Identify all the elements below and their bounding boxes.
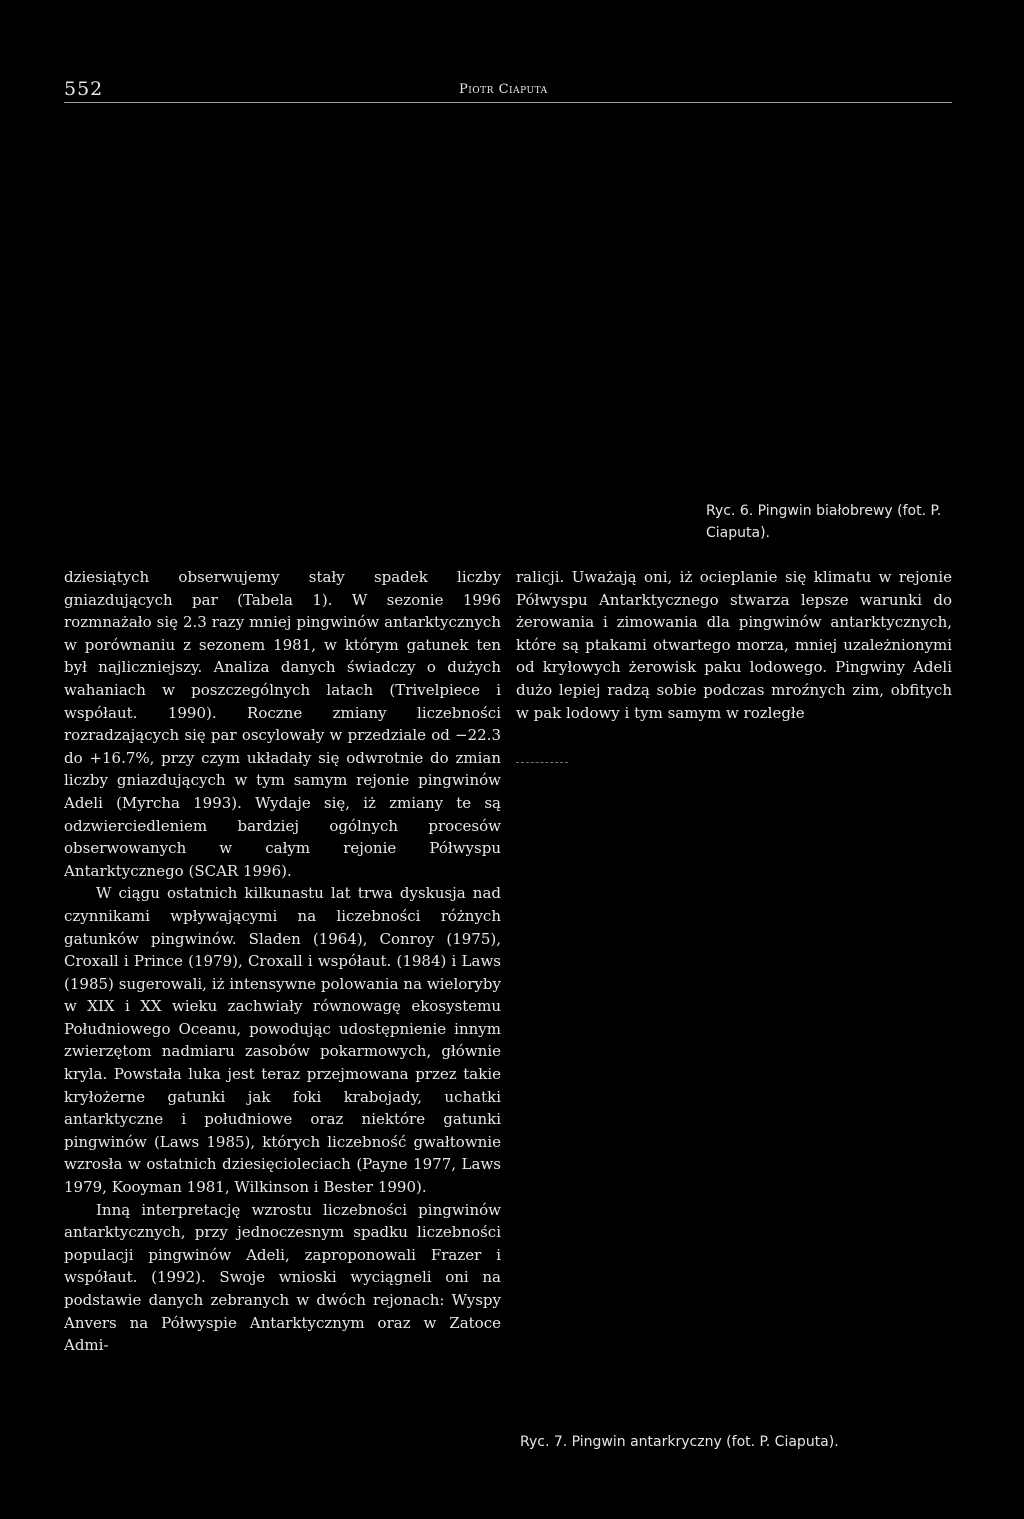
figure-6-caption: Ryc. 6. Pingwin białobrewy (fot. P. Ciaputa).: [706, 503, 942, 541]
running-head-author: Piotr Ciaputa: [459, 82, 548, 97]
page-number: 552: [64, 78, 104, 100]
left-text-column: [64, 566, 501, 1357]
header-rule: [64, 102, 952, 103]
column-end-rule: [516, 762, 568, 763]
paragraph-alternative-interpretation: Inną interpretację wzrostu liczebności pingwinów antarktycznych, przy jednoczesnym spadku liczebności populacji pingwinów Adeli, zaproponowali Frazer i współaut. (1992). Swoje wnioski wyciągneli oni na podstawie danych zebranych w dwóch rejonach: Wyspy Anvers na Półwyspie Antarktycznym oraz w Zatoce Admi-: [64, 1200, 501, 1355]
paragraph-climate-warming: ralicji. Uważają oni, iż ocieplanie się klimatu w rejonie Półwyspu Antarktycznego stwarza lepsze warunki do żerowania i zimowania dla pingwinów antarktycznych, które są ptakami otwartego morza, mniej uzależnionymi od kryłowych żerowisk paku lodowego. Pingwiny Adeli dużo lepiej radzą sobie podczas mroźnych zim, obfitych w pak lodowy i tym samym w rozległe: [516, 568, 952, 722]
paragraph-population-decline: dziesiątych obserwujemy stały spadek liczby gniazdujących par (Tabela 1). W sezonie 1996 rozmnażało się 2.3 razy mniej pingwinów antarktycznych w porównaniu z sezonem 1981, w którym gatunek ten był najliczniejszy. Analiza danych świadczy o dużych wahaniach w poszczególnych latach (Trivelpiece i współaut. 1990). Roczne zmiany liczebności rozradzających się par oscylowały w przedziale od −22.3 do +16.7%, przy czym układały się odwrotnie do zmian liczby gniazdujących w tym samym rejonie pingwinów Adeli (Myrcha 1993). Wydaje się, iż zmiany te są odzwierciedleniem bardziej ogólnych procesów obserwowanych w całym rejonie Półwyspu Antarktycznego (SCAR 1996).: [64, 568, 501, 880]
page-header: [64, 78, 952, 104]
right-text-column: [516, 566, 952, 724]
figure-7-caption: Ryc. 7. Pingwin antarkryczny (fot. P. Ciaputa).: [520, 1434, 839, 1450]
paragraph-whaling-hypothesis: W ciągu ostatnich kilkunastu lat trwa dyskusja nad czynnikami wpływającymi na liczebności różnych gatunków pingwinów. Sladen (1964), Conroy (1975), Croxall i Prince (1979), Croxall i współaut. (1984) i Laws (1985) sugerowali, iż intensywne polowania na wieloryby w XIX i XX wieku zachwiały równowagę ekosystemu Południowego Oceanu, powodując udostępnienie innym zwierzętom nadmiaru zasobów pokarmowych, głównie kryla. Powstała luka jest teraz przejmowana przez takie kryłożerne gatunki jak foki krabojady, uchatki antarktyczne i południowe oraz niektóre gatunki pingwinów (Laws 1985), których liczebność gwałtownie wzrosła w ostatnich dziesięcioleciach (Payne 1977, Laws 1979, Kooyman 1981, Wilkinson i Bester 1990).: [64, 884, 501, 1197]
